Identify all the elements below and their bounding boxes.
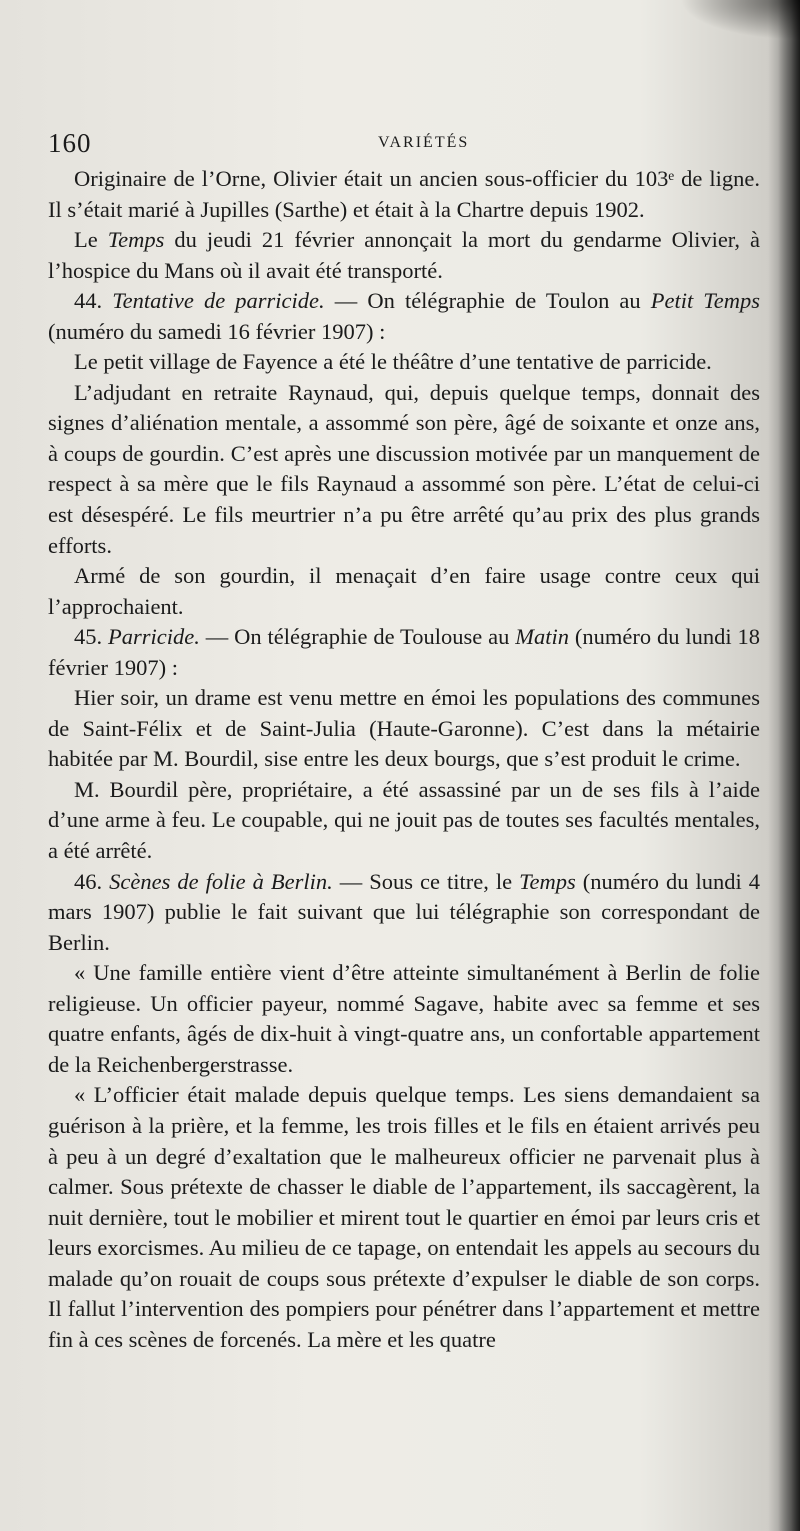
- italic-phrase: Temps: [107, 227, 165, 253]
- page-number: 160: [48, 128, 92, 158]
- page-gutter-shadow: [778, 0, 800, 1531]
- body-text: [48, 164, 760, 1355]
- running-head: VARIÉTÉS: [378, 134, 470, 151]
- paragraph: Le Temps du jeudi 21 février annonçait la mort du gendarme Olivier, à l’hospice du Mans où il avait été transporté.: [48, 227, 760, 283]
- paragraph: L’adjudant en retraite Raynaud, qui, depuis quelque temps, donnait des signes d’aliénation mentale, a assommé son père, âgé de soixante et onze ans, à coups de gourdin. C’est après une discussion motivée par un manquement de respect à sa mère que le fils Raynaud a assommé son père. L’état de celui-ci est désespéré. Le fils meurtrier n’a pu être arrêté qu’au prix des plus grands efforts.: [48, 379, 760, 558]
- paragraph: 44. Tentative de parricide. — On télégraphie de Toulon au Petit Temps (numéro du samedi 16 février 1907) :: [48, 288, 760, 344]
- paragraph: « L’officier était malade depuis quelque temps. Les siens demandaient sa guérison à la prière, et la femme, les trois filles et le fils en étaient arrivés peu à peu à un degré d’exaltation que le malheureux officier ne parvenait plus à calmer. Sous prétexte de chasser le diable de l’appartement, ils saccagèrent, la nuit dernière, tout le mobilier et mirent tout le quartier en émoi par leurs cris et leurs exorcismes. Au milieu de ce tapage, on entendait les appels au secours du malade qu’on rouait de coups sous prétexte d’expulser le diable de son corps. Il fallut l’intervention des pompiers pour pénétrer dans l’appartement et mettre fin à ces scènes de forcenés. La mère et les quatre: [48, 1082, 760, 1352]
- paragraph: Le petit village de Fayence a été le théâtre d’une tentative de parricide.: [74, 349, 712, 375]
- paragraph: 45. Parricide. — On télégraphie de Toulouse au Matin (numéro du lundi 18 février 1907) :: [48, 624, 760, 680]
- page-header: [48, 128, 758, 160]
- paragraph: 46. Scènes de folie à Berlin. — Sous ce titre, le Temps (numéro du lundi 4 mars 1907) publie le fait suivant que lui télégraphie son correspondant de Berlin.: [48, 868, 761, 955]
- italic-phrase: Matin: [515, 624, 569, 650]
- italic-phrase: Tentative de parricide.: [112, 288, 325, 314]
- italic-phrase: Scènes de folie à Berlin.: [109, 868, 333, 894]
- italic-phrase: Parricide.: [108, 624, 200, 650]
- italic-phrase: Temps: [519, 868, 576, 894]
- paragraph: Originaire de l’Orne, Olivier était un ancien sous-officier du 103ᵉ de ligne. Il s’était marié à Jupilles (Sarthe) et était à la Chartre depuis 1902.: [48, 166, 760, 222]
- italic-phrase: Petit Temps: [650, 288, 760, 314]
- paragraph: M. Bourdil père, propriétaire, a été assassiné par un de ses fils à l’aide d’une arme à feu. Le coupable, qui ne jouit pas de toutes ses facultés mentales, a été arrêté.: [48, 776, 760, 864]
- paragraph: Hier soir, un drame est venu mettre en émoi les populations des communes de Saint-Félix et de Saint-Julia (Haute-Garonne). C’est dans la métairie habitée par M. Bourdil, sise entre les deux bourgs, que s’est produit le crime.: [48, 685, 760, 772]
- paragraph: « Une famille entière vient d’être atteinte simultanément à Berlin de folie religieuse. Un officier payeur, nommé Sagave, habite avec sa femme et ses quatre enfants, âgés de dix-huit à vingt-quatre ans, un confortable appartement de la Reichenbergerstrasse.: [48, 960, 760, 1077]
- paragraph: Armé de son gourdin, il menaçait d’en faire usage contre ceux qui l’approchaient.: [48, 563, 760, 619]
